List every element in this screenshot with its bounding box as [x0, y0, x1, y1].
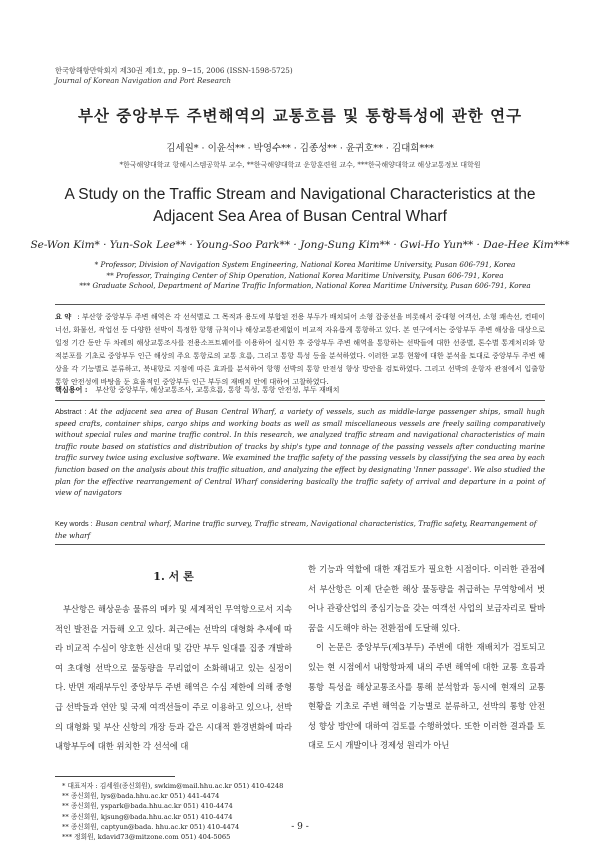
keywords-english: [55, 518, 545, 541]
body-paragraph: 부산항은 해상운송 물류의 메카 및 세계적인 무역항으로서 지속적인 발전을 거듭해 오고 있다. 최근에는 선박의 대형화 추세에 따라 비교적 수심이 양호한 신선대 및 감만 부두 일대를 집중 개발하여 초대형 선박으로 물동량을 무리없이 소화해내고 있는 실정이다. 반면 재래부두인 중앙부두 주변 해역은 수심 제한에 의해 중형급 선박들과 연안 및 국제 여객선들이 주로 이용하고 있으나, 선박의 대형화 및 부산 신항의 개장 등과 같은 시대적 환경변화에 따라 내항부두에 대한 위치한 각 선석에 대: [55, 604, 292, 752]
keywords-korean: [55, 385, 545, 395]
authors-korean: 김세원* · 이윤석** · 박영수** · 김종성** · 윤귀호** · 김대희***: [166, 143, 434, 154]
keywords-en-text: Busan central wharf, Marine traffic survey, Traffic stream, Navigational characteristics, Traffic safety, Rearrangement of the wharf: [55, 519, 537, 540]
journal-header: [55, 66, 293, 86]
footnote-2: ** 종신회원, lys@bada.hhu.ac.kr 051) 441-4474: [62, 792, 220, 801]
abstract-ko-text: : 부산항 중앙부두 주변 해역은 각 선석별로 그 목적과 용도에 부합된 전용 부두가 배치되어 소형 잡종선을 비롯해서 중대형 여객선, 소형 쾌속선, 컨테이너선, 화물선, 작업선 등 다양한 선박이 특정한 항행 규칙이나 해상교통관제없이 비교적 자유롭게 통항하고 있다. 본 연구에서는 중앙부두 주변 해상을 대상으로 일정 기간 동안 두 차례의 해상교통조사를 전용소프트웨어를 이용하여 실시한 후 중앙부두 주변 해역을 통항하는 선박들에 대한 선종별, 톤수별 통계처리와 항적분포를 기초로 중앙부두 인근 해상의 주요 통항로의 교통 흐름, 그리고 통항 특성 등을 분석하였다. 이러한 교통 현황에 대한 분석을 토대로 중앙부두 주변 해상을 각 기능별로 분류하고, 북내항로 지점에 따른 효과를 분석하여 항행 선박의 통항 안전성 향상 방안을 검토하였다. 그리고 선박의 운항자 관점에서 입출항 통항 안전성에 바탕을 둔 효율적인 중앙부두 인근 부두의 재배치 안에 대하여 고찰하였다.: [55, 312, 545, 386]
body-column-right: [308, 560, 545, 756]
abstract-korean: [55, 310, 545, 388]
footnote-6: *** 정회원, kdavid73@mitzone.com 051) 404-5065: [62, 833, 231, 842]
footnote-5: ** 종신회원, captyun@bada. hhu.ac.kr 051) 410-4474: [62, 822, 240, 831]
abstract-en-text: At the adjacent sea area of Busan Central Wharf, a variety of vessels, such as middle-large passenger ships, small hugh speed crafts, container ships, cargo ships and working boats as well as small miscellaneous vessels are freely sailing comparatively without special rules and marine traffic control. In this research, we analyzed traffic stream and navigational characteristics of main traffic route based on statistics and distribution of tracks by ship's type and tonnage of the passing vessels after conducting marine traffic survey twice using exclusive software. We examined the traffic safety of the passing vessels by classifying the sea area by each function based on the analysis about this traffic situation, and analyzing the effect by designating 'Inner passage'. We also studied the plan for the effective rearrangement of Central Wharf considering basically the traffic safety of arrival and departure in a point of view of navigators: [55, 407, 545, 498]
affiliation-en-1: * Professor, Division of Navigation System Engineering, National Korea Maritime University, Pusan 606-791, Korea: [94, 260, 516, 269]
footnote-4: ** 종신회원, kjsung@bada.hhu.ac.kr 051) 410-4474: [62, 812, 233, 821]
journal-name-en: Journal of Korean Navigation and Port Research: [55, 76, 231, 85]
title-en-line-2: Adjacent Sea Area of Busan Central Wharf: [153, 208, 447, 225]
paper-title-korean: 부산 중앙부두 주변해역의 교통흐름 및 통항특성에 관한 연구: [77, 106, 523, 125]
affiliation-en-3: *** Graduate School, Department of Marine Traffic Information, National Korea Maritime University, Pusan 606-791, Korea: [79, 281, 531, 290]
keywords-ko-text: 부산항 중앙부두, 해상교통조사, 교통흐름, 통항 특성, 통항 안전성, 부두 재배치: [95, 385, 340, 394]
keywords-en-label: Key words :: [55, 519, 93, 528]
footnote-3: ** 종신회원, yspark@bada.hhu.ac.kr 051) 410-4474: [62, 802, 233, 811]
body-column-left: [55, 560, 292, 757]
page-number: - 9 -: [291, 822, 309, 832]
body-paragraph-continued: 한 기능과 역할에 대한 재검토가 필요한 시점이다. 이러한 관점에서 부산항은 이제 단순한 해상 물동량을 취급하는 무역항에서 벗어나 관광산업의 중심기능을 갖는 여객선 사업의 보금자리로 탈바꿈을 시도해야 하는 전환점에 도달해 있다.: [308, 564, 545, 633]
abstract-en-label: Abstract :: [55, 407, 87, 416]
affiliations-korean: *한국해양대학교 항해시스템공학부 교수, **한국해양대학교 운항훈련원 교수, ***한국해양대학교 해상교통정보 대학원: [119, 161, 481, 169]
section-heading-introduction: 1. 서 론: [153, 570, 194, 583]
abstract-ko-label: 요 약: [55, 312, 72, 321]
journal-citation: 한국항해항만학회지 제30권 제1호, pp. 9~15, 2006 (ISSN-1598-5725): [55, 66, 293, 75]
abstract-top-rule: [55, 304, 545, 305]
footnote-1: * 대표저자 : 김세원(종신회원), swkim@mail.hhu.ac.kr 051) 410-4248: [62, 782, 284, 790]
abstract-english: [55, 406, 545, 499]
authors-english: Se-Won Kim* · Yun-Sok Lee** · Young-Soo Park** · Jong-Sung Kim** · Gwi-Ho Yun** · Dae-Hee Kim***: [30, 239, 570, 251]
footnote-rule: [55, 776, 175, 777]
title-en-line-1: A Study on the Traffic Stream and Navigational Characteristics at the: [64, 186, 536, 203]
keywords-ko-label: 핵심용어 :: [55, 385, 88, 394]
affiliation-en-2: ** Professor, Trainging Center of Ship Operation, National Korea Maritime University, Pusan 606-791, Korea: [106, 270, 504, 280]
footnotes: [62, 781, 283, 842]
abstract-middle-rule: [55, 400, 545, 401]
abstract-bottom-rule: [55, 544, 545, 545]
affiliations-english: [60, 260, 550, 292]
paper-title-english: [40, 184, 560, 228]
body-paragraph: 이 논문은 중앙부두(제3부두) 주변에 대한 재배치가 검토되고 있는 현 시점에서 내항항파제 내의 주변 해역에 대한 교통 흐름과 통항 특성을 해상교통조사를 통해 분석함과 동시에 현재의 교통 현황을 기초로 주변 해역을 기능별로 분류하고, 선박의 통항 안전성 향상 방안에 대하여 검토를 수행하였다. 또한 이러한 결과를 토대로 도시 개발이나 경제성 원리가 아닌: [308, 642, 545, 751]
